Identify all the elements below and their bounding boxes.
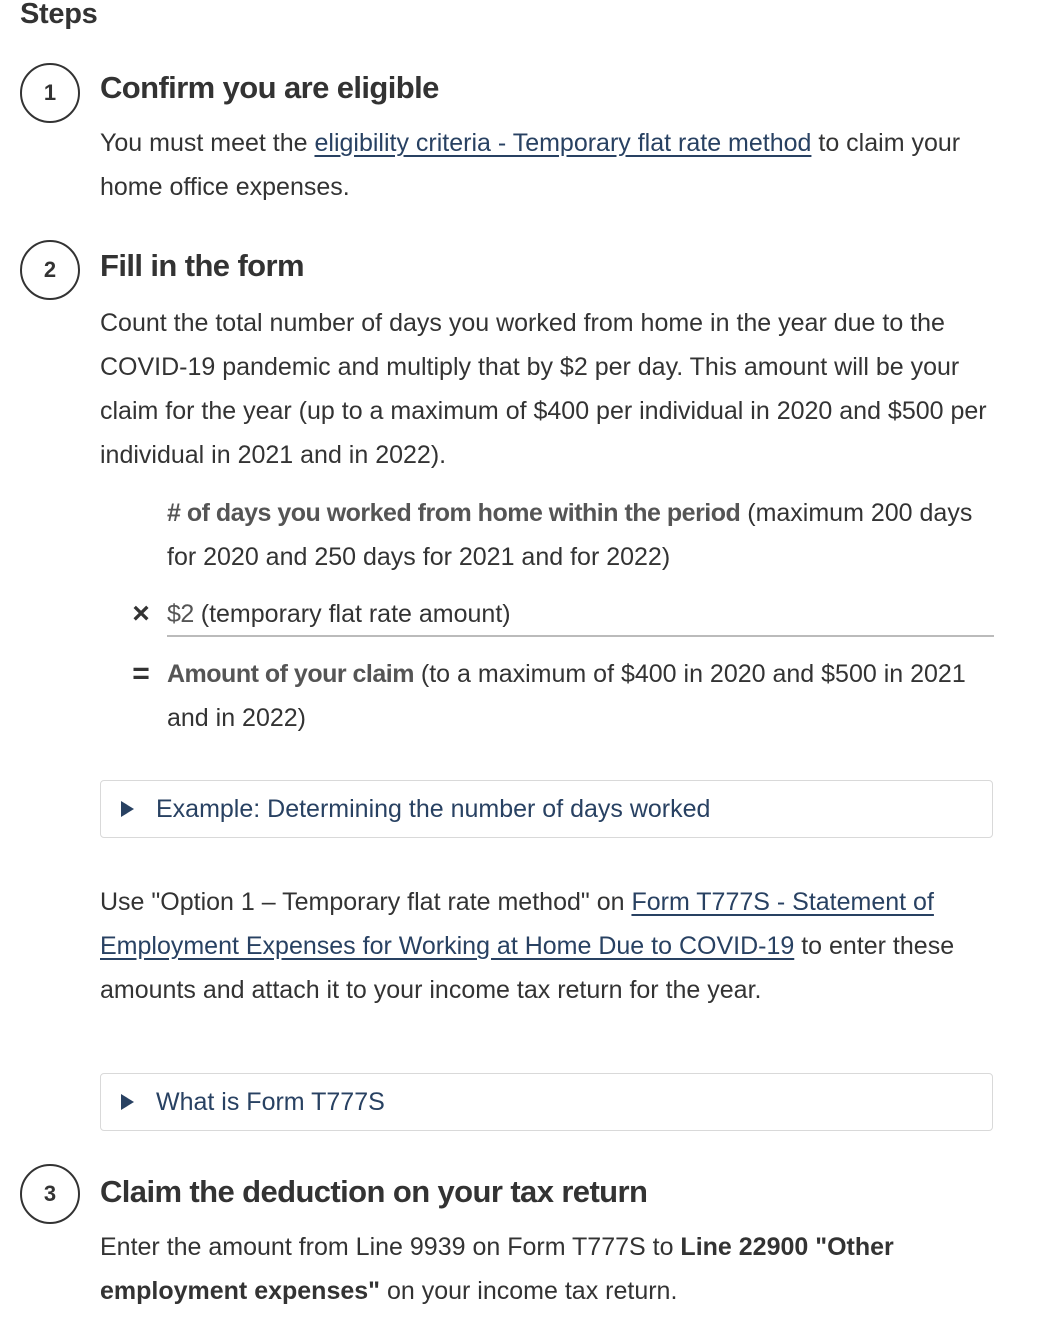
multiply-icon: × — [132, 597, 150, 630]
step-2-title: Fill in the form — [100, 248, 304, 283]
step-number-2: 2 — [20, 240, 80, 300]
step-1-text-before: You must meet the — [100, 129, 315, 157]
step-3-title: Claim the deduction on your tax return — [100, 1174, 648, 1209]
calc-rate-label: $2 — [167, 600, 194, 628]
equals-icon: = — [132, 657, 150, 690]
expand-triangle-icon — [121, 1094, 134, 1110]
calc-days-label: # of days you worked from home within the period — [167, 499, 741, 527]
form-t777s-details-label: What is Form T777S — [156, 1087, 385, 1116]
calc-claim-line — [167, 652, 997, 740]
step-1-text — [100, 121, 1000, 209]
step-number-1: 1 — [20, 63, 80, 123]
form-t777s-link[interactable]: Form T777S - Statement of Employment Expenses for Working at Home Due to COVID-19 — [100, 888, 934, 960]
calc-days-line — [167, 491, 997, 579]
form-instructions-after: to enter these amounts and attach it to your income tax return for the year. — [100, 932, 955, 1004]
eligibility-criteria-link[interactable]: eligibility criteria - Temporary flat rate method — [314, 129, 812, 157]
step-3-text — [100, 1225, 1000, 1313]
form-t777s-details-toggle[interactable] — [100, 1073, 993, 1131]
line-22900-label: Line 22900 "Other employment expenses" — [100, 1233, 894, 1305]
calc-divider — [167, 635, 994, 637]
step-1-text-after: to claim your home office expenses. — [100, 129, 961, 201]
calc-rate-line — [167, 592, 997, 636]
calc-days-text: (maximum 200 days for 2020 and 250 days for 2021 and for 2022) — [167, 499, 973, 571]
calc-claim-text: (to a maximum of $400 in 2020 and $500 in 2021 and in 2022) — [167, 660, 966, 732]
calc-claim-label: Amount of your claim — [167, 660, 414, 688]
step-2-paragraph: Count the total number of days you worked from home in the year due to the COVID-19 pandemic and multiply that by $2 per day. This amount will be your claim for the year (up to a maximum of $400 per individual in 2020 and $500 per individual in 2021 and in 2022). — [100, 309, 987, 469]
form-instructions-before: Use "Option 1 – Temporary flat rate method" on — [100, 888, 632, 916]
calc-rate-text: (temporary flat rate amount) — [193, 600, 511, 628]
form-instructions-text — [100, 880, 980, 1012]
expand-triangle-icon — [121, 801, 134, 817]
steps-heading: Steps — [20, 0, 98, 30]
example-details-toggle[interactable] — [100, 780, 993, 838]
step-3-text-before: Enter the amount from Line 9939 on Form T777S to — [100, 1233, 681, 1261]
step-3-text-after: on your income tax return. — [380, 1277, 678, 1305]
step-1-title: Confirm you are eligible — [100, 70, 439, 105]
step-number-3: 3 — [20, 1164, 80, 1224]
example-details-label: Example: Determining the number of days worked — [156, 794, 711, 823]
